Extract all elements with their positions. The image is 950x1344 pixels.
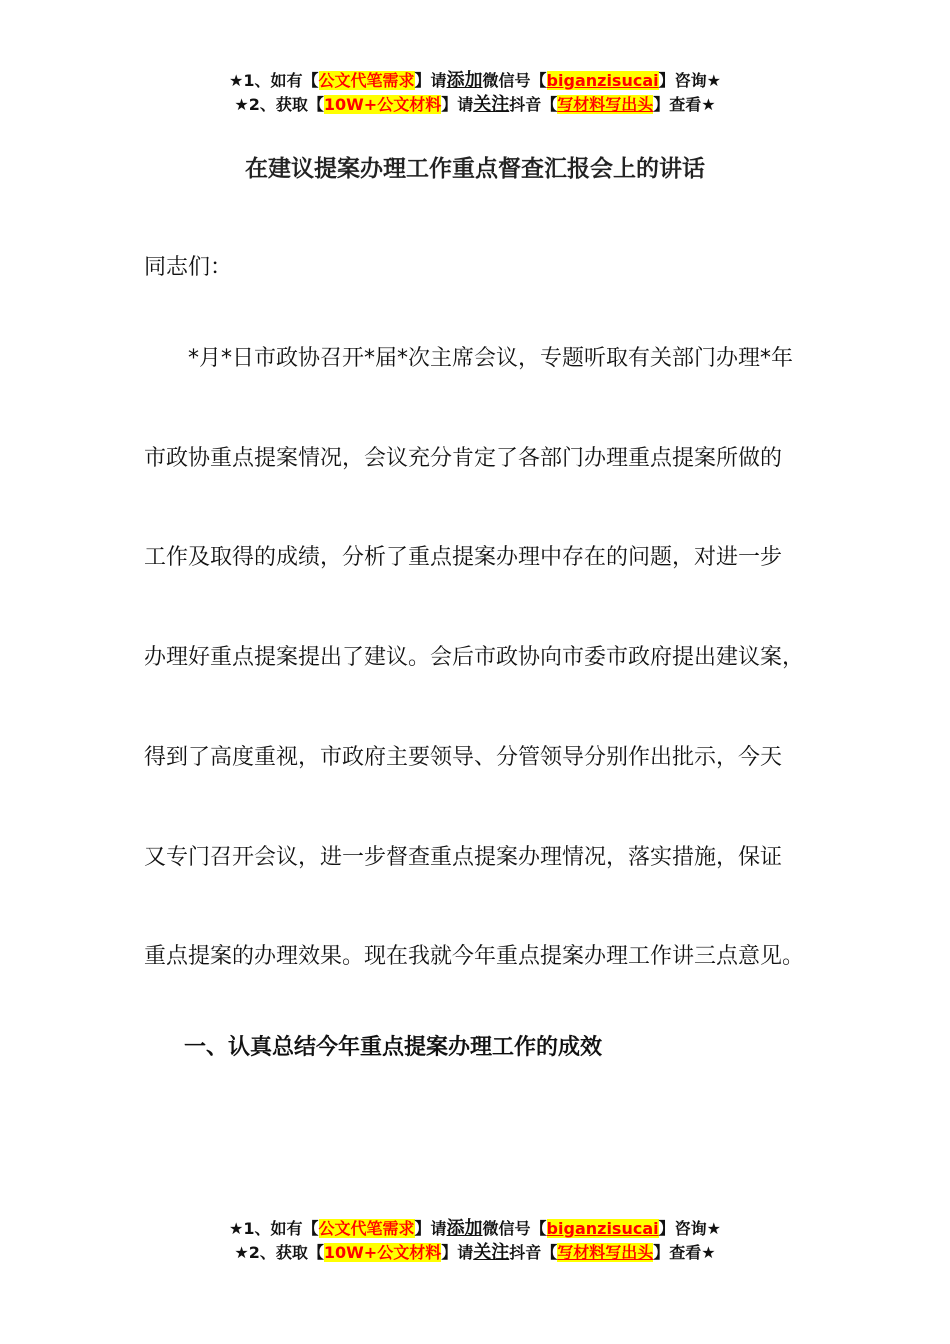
wechat-id-link[interactable]: biganzisucai [546, 71, 659, 90]
paragraph-line: 工作及取得的成绩，分析了重点提案办理中存在的问题，对进一步 [144, 545, 783, 570]
greeting: 同志们： [144, 255, 233, 280]
banner-line-2 [0, 1241, 950, 1265]
banner-text: 抖音【 [509, 95, 558, 114]
paragraph-line: 得到了高度重视，市政府主要领导、分管领导分别作出批示，今天 [144, 745, 783, 770]
banner-text: ★2、获取【 [234, 95, 324, 114]
banner-text: 】请 [441, 95, 474, 114]
highlight-materials: 10W+公文材料 [323, 95, 442, 114]
banner-text: 】查看★ [653, 95, 716, 114]
banner-line-1 [0, 1217, 950, 1241]
banner-emphasis: 关注 [473, 94, 510, 115]
banner-text: 抖音【 [509, 1243, 558, 1262]
banner-text: ★2、获取【 [234, 1243, 324, 1262]
paragraph-line: 又专门召开会议，进一步督查重点提案办理情况，落实措施，保证 [144, 845, 783, 870]
douyin-account-link[interactable]: 写材料写出头 [557, 95, 654, 114]
banner-emphasis: 关注 [473, 1242, 510, 1263]
paragraph-line: 办理好重点提案提出了建议。会后市政协向市委市政府提出建议案， [144, 645, 805, 670]
banner-line-2 [0, 93, 950, 117]
highlight-materials: 10W+公文材料 [323, 1243, 442, 1262]
section-heading: 一、认真总结今年重点提案办理工作的成效 [184, 1035, 603, 1060]
banner-emphasis: 添加 [446, 1218, 483, 1239]
douyin-account-link[interactable]: 写材料写出头 [557, 1243, 654, 1262]
banner-text: 】请 [414, 1219, 447, 1238]
highlight-service: 公文代笔需求 [318, 1219, 415, 1238]
banner-text: 微信号【 [482, 1219, 547, 1238]
banner-text: ★1、如有【 [229, 71, 319, 90]
paragraph-line: 市政协重点提案情况，会议充分肯定了各部门办理重点提案所做的 [144, 446, 783, 471]
banner-text: 微信号【 [482, 71, 547, 90]
paragraph-line: *月*日市政协召开*届*次主席会议，专题听取有关部门办理*年 [144, 346, 794, 371]
document-title: 在建议提案办理工作重点督查汇报会上的讲话 [245, 156, 705, 182]
banner-text: 】咨询★ [658, 1219, 721, 1238]
banner-text: ★1、如有【 [229, 1219, 319, 1238]
highlight-service: 公文代笔需求 [318, 71, 415, 90]
banner-emphasis: 添加 [446, 70, 483, 91]
banner-line-1 [0, 69, 950, 93]
paragraph-line: 重点提案的办理效果。现在我就今年重点提案办理工作讲三点意见。 [144, 944, 805, 969]
banner-text: 】咨询★ [658, 71, 721, 90]
wechat-id-link[interactable]: biganzisucai [546, 1219, 659, 1238]
bottom-banner [0, 1217, 950, 1265]
top-banner [0, 69, 950, 117]
banner-text: 】请 [414, 71, 447, 90]
banner-text: 】查看★ [653, 1243, 716, 1262]
banner-text: 】请 [441, 1243, 474, 1262]
